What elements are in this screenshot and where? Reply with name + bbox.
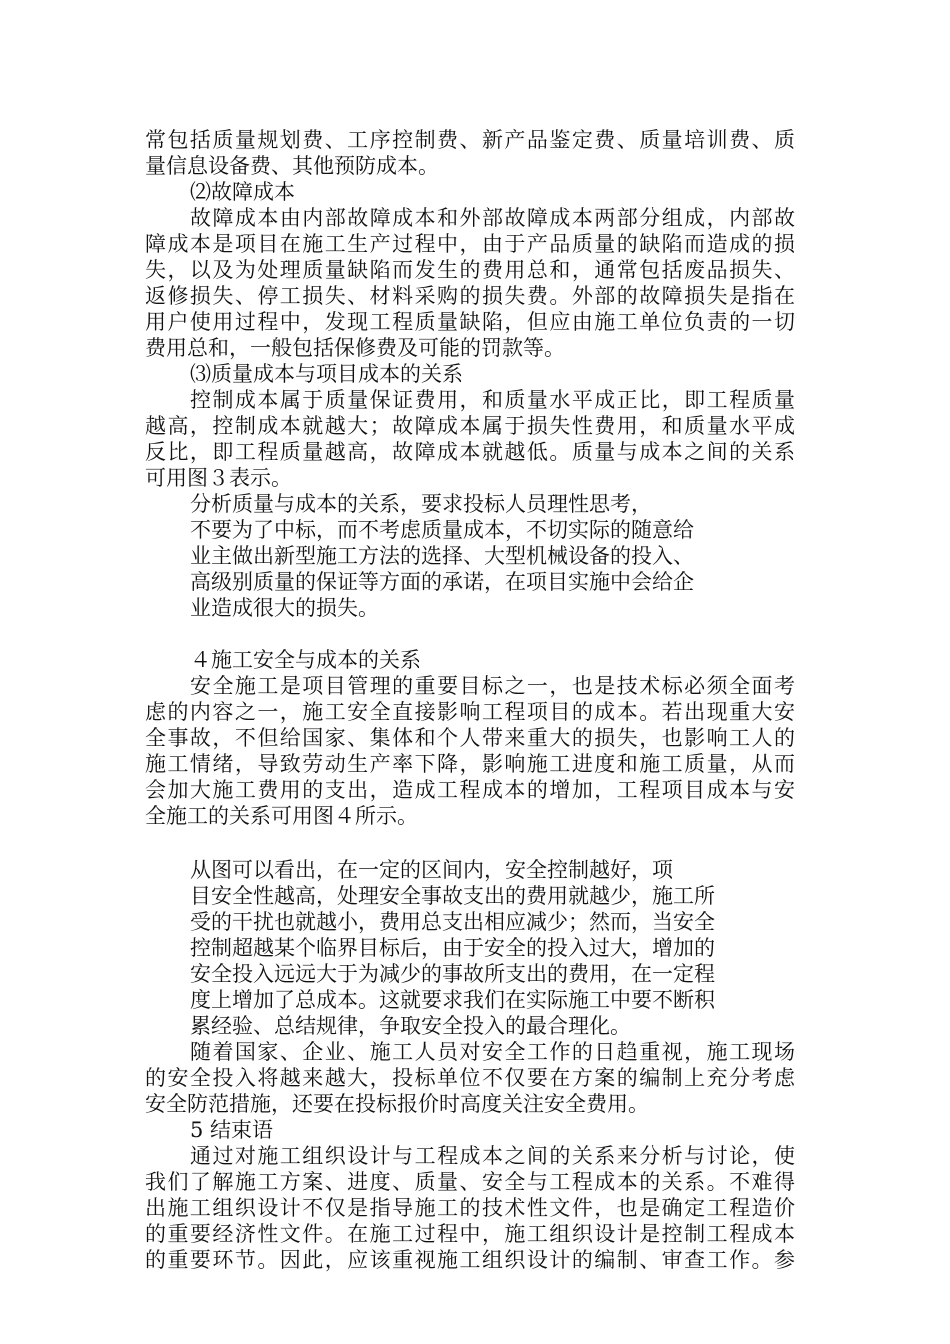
text-line: 会加大施工费用的支出，造成工程成本的增加，工程项目成本与安 [145, 778, 795, 802]
text-line: 随着国家、企业、施工人员对安全工作的日趋重视，施工现场 [190, 1040, 795, 1064]
text-line: 出施工组织设计不仅是指导施工的技术性文件，也是确定工程造价 [145, 1196, 795, 1220]
text-line: 费用总和，一般包括保修费及可能的罚款等。 [145, 336, 565, 360]
text-line: 的重要环节。因此，应该重视施工组织设计的编制、审查工作。参 [145, 1248, 795, 1272]
text-line: 控制成本属于质量保证费用，和质量水平成正比，即工程质量 [190, 388, 795, 412]
text-line: 虑的内容之一，施工安全直接影响工程项目的成本。若出现重大安 [145, 700, 795, 724]
text-line: 业造成很大的损失。 [190, 596, 379, 620]
text-line: 度上增加了总成本。这就要求我们在实际施工中要不断积 [190, 988, 715, 1012]
section-heading: 5 结束语 [190, 1118, 274, 1142]
text-line: 安全投入远远大于为减少的事故所支出的费用，在一定程 [190, 962, 715, 986]
text-line: 故障成本由内部故障成本和外部故障成本两部分组成，内部故 [190, 206, 795, 230]
text-line: 常包括质量规划费、工序控制费、新产品鉴定费、质量培训费、质 [145, 128, 795, 152]
section-heading: ４施工安全与成本的关系 [190, 648, 421, 672]
text-line: 施工情绪，导致劳动生产率下降，影响施工进度和施工质量，从而 [145, 752, 795, 776]
text-line: 用户使用过程中，发现工程质量缺陷，但应由施工单位负责的一切 [145, 310, 795, 334]
text-line: 业主做出新型施工方法的选择、大型机械设备的投入、 [190, 544, 694, 568]
text-line: 高级别质量的保证等方面的承诺，在项目实施中会给企 [190, 570, 694, 594]
text-line: 安全施工是项目管理的重要目标之一，也是技术标必须全面考 [190, 674, 795, 698]
text-line: 失，以及为处理质量缺陷而发生的费用总和，通常包括废品损失、 [145, 258, 795, 282]
text-line: 控制超越某个临界目标后，由于安全的投入过大，增加的 [190, 936, 715, 960]
section-heading: ⑵故障成本 [190, 180, 295, 204]
text-line: 受的干扰也就越小，费用总支出相应减少；然而，当安全 [190, 910, 715, 934]
text-line: 不要为了中标，而不考虑质量成本，不切实际的随意给 [190, 518, 694, 542]
text-line: 全施工的关系可用图４所示。 [145, 804, 418, 828]
text-line: 从图可以看出，在一定的区间内，安全控制越好，项 [190, 858, 673, 882]
text-line: 我们了解施工方案、进度、质量、安全与工程成本的关系。不难得 [145, 1170, 795, 1194]
text-line: 的重要经济性文件。在施工过程中，施工组织设计是控制工程成本 [145, 1222, 795, 1246]
text-line: 量信息设备费、其他预防成本。 [145, 154, 439, 178]
text-line: 全事故，不但给国家、集体和个人带来重大的损失，也影响工人的 [145, 726, 795, 750]
text-line: 安全防范措施，还要在投标报价时高度关注安全费用。 [145, 1092, 649, 1116]
text-line: 的安全投入将越来越大，投标单位不仅要在方案的编制上充分考虑 [145, 1066, 795, 1090]
text-line: 越高，控制成本就越大；故障成本属于损失性费用，和质量水平成 [145, 414, 795, 438]
text-line: 可用图３表示。 [145, 466, 292, 490]
text-line: 返修损失、停工损失、材料采购的损失费。外部的故障损失是指在 [145, 284, 795, 308]
text-line: 反比，即工程质量越高，故障成本就越低。质量与成本之间的关系 [145, 440, 795, 464]
text-line: 累经验、总结规律，争取安全投入的最合理化。 [190, 1014, 631, 1038]
text-line: 通过对施工组织设计与工程成本之间的关系来分析与讨论，使 [190, 1144, 795, 1168]
text-line: 障成本是项目在施工生产过程中，由于产品质量的缺陷而造成的损 [145, 232, 795, 256]
section-heading: ⑶质量成本与项目成本的关系 [190, 362, 463, 386]
text-line: 分析质量与成本的关系，要求投标人员理性思考， [190, 492, 652, 516]
text-line: 目安全性越高，处理安全事故支出的费用就越少，施工所 [190, 884, 715, 908]
